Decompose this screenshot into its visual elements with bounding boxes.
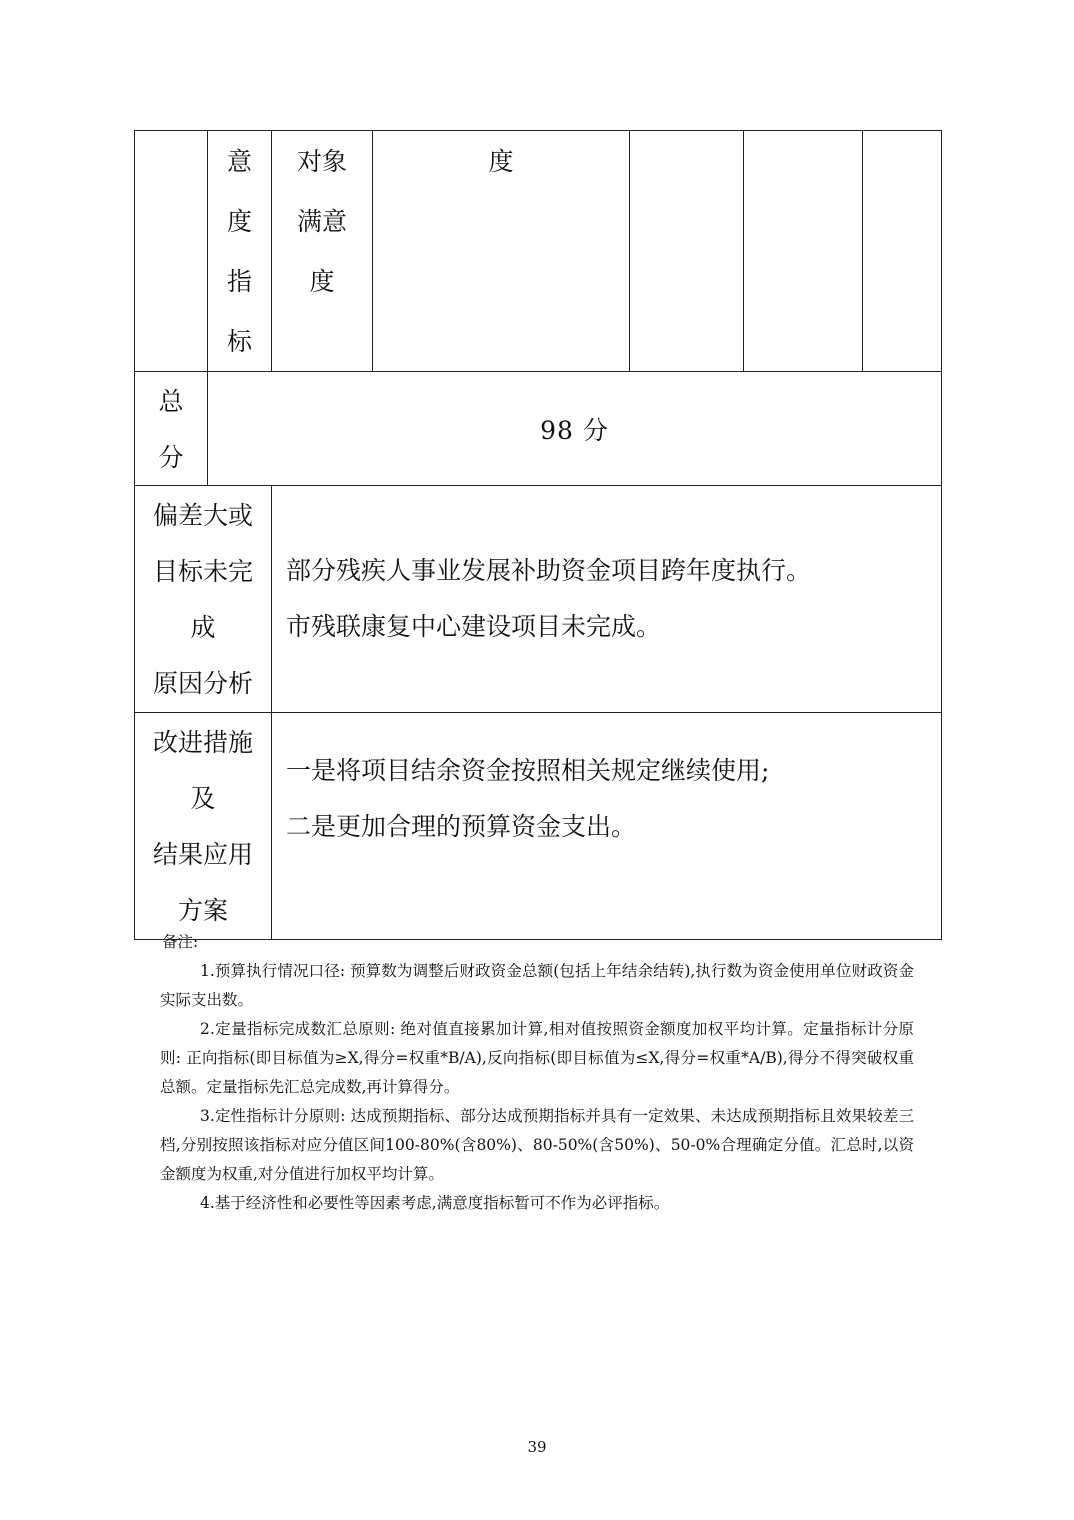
improvement-label-line: 方案 [177,896,228,925]
total-label-char: 分 [158,443,184,472]
improvement-content-cell [272,713,942,940]
improvement-label-line: 改进措施 [152,728,253,757]
deviation-content-line: 市残联康复中心建设项目未完成。 [286,612,662,641]
note-item: 4.基于经济性和必要性等因素考虑,满意度指标暂可不作为必评指标。 [200,1194,670,1212]
deviation-label-line: 原因分析 [152,669,253,698]
empty-cell [744,131,863,372]
total-score-row [135,372,942,486]
deviation-label-line: 偏差大或 [152,501,253,530]
indicator-name-cell [373,131,630,372]
total-score-value: 98 分 [208,372,942,486]
page-number: 39 [527,1438,547,1456]
total-label-cell [135,372,208,486]
indicator-char: 标 [226,327,252,356]
total-label-char: 总 [158,387,184,416]
empty-cell [863,131,942,372]
indicator-char: 意 [226,147,252,176]
satisfaction-indicator-cell [208,131,272,372]
notes-section [162,928,914,1218]
indicator-name-text: 度 [488,147,514,176]
empty-cell [135,131,208,372]
object-line: 度 [309,267,335,296]
improvement-label-line: 结果应用 [152,840,253,869]
improvement-content-line: 二是更加合理的预算资金支出。 [286,812,637,841]
deviation-label-line: 成 [190,613,216,642]
satisfaction-row [135,131,942,372]
service-object-satisfaction-cell [272,131,373,372]
improvement-row [135,713,942,940]
deviation-row [135,486,942,713]
indicator-char: 度 [226,207,252,236]
evaluation-table [134,130,942,940]
note-item: 2.定量指标完成数汇总原则: 绝对值直接累加计算,相对值按照资金额度加权平均计算。定量指标计分原则: 正向指标(即目标值为≥X,得分=权重*B/A),反向指标(即目标值为≤X,得分=权重*A/B),得分不得突破权重总额。定量指标先汇总完成数,再计算得分。 [160,1020,914,1096]
deviation-label-line: 目标未完 [152,557,253,586]
note-item: 1.预算执行情况口径: 预算数为调整后财政资金总额(包括上年结余结转),执行数为资金使用单位财政资金实际支出数。 [160,962,914,1009]
empty-cell [630,131,744,372]
improvement-label-cell [135,713,272,940]
object-line: 对象 [296,147,347,176]
deviation-content-cell [272,486,942,713]
indicator-char: 指 [226,267,252,296]
notes-heading: 备注: [162,933,199,951]
deviation-label-cell [135,486,272,713]
deviation-content-line: 部分残疾人事业发展补助资金项目跨年度执行。 [286,556,812,585]
improvement-content-line: 一是将项目结余资金按照相关规定继续使用; [286,756,770,785]
improvement-label-line: 及 [190,784,216,813]
note-item: 3.定性指标计分原则: 达成预期指标、部分达成预期指标并具有一定效果、未达成预期指标且效果较差三档,分别按照该指标对应分值区间100-80%(含80%)、80-50%(含50%)、50-0%合理确定分值。汇总时,以资金额度为权重,对分值进行加权平均计算。 [160,1107,914,1183]
object-line: 满意 [296,207,347,236]
